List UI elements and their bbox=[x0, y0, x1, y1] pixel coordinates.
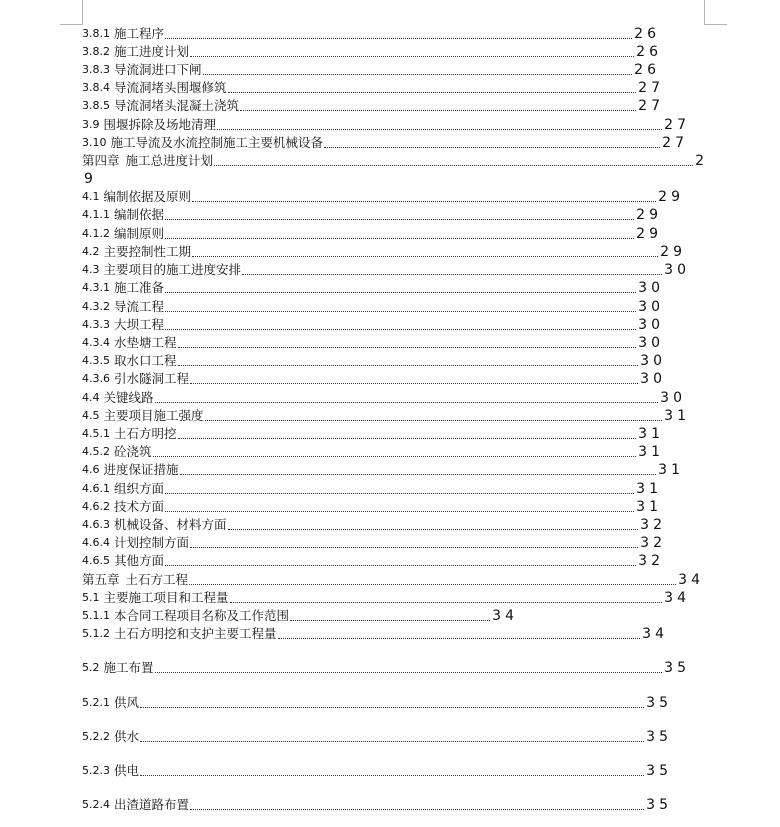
toc-dot-leader bbox=[203, 74, 633, 75]
toc-entry-title: 导流工程 bbox=[114, 299, 165, 314]
toc-entry-number: 4.3.2 bbox=[82, 300, 110, 313]
toc-entry[interactable] bbox=[82, 390, 686, 406]
toc-entry-page-number: 30 bbox=[640, 353, 666, 369]
toc-entry-number: 4.1.2 bbox=[82, 227, 110, 240]
toc-entry[interactable] bbox=[82, 262, 690, 278]
toc-entry-number: 4.6 bbox=[82, 463, 100, 476]
toc-entry-number: 第四章 bbox=[82, 153, 120, 168]
toc-dot-leader bbox=[242, 274, 662, 275]
toc-entry[interactable] bbox=[82, 729, 672, 745]
toc-entry-page-number: 29 bbox=[660, 244, 686, 260]
toc-entry[interactable] bbox=[82, 62, 660, 78]
toc-entry[interactable] bbox=[82, 660, 690, 676]
toc-entry-title: 出渣道路布置 bbox=[114, 797, 190, 812]
toc-entry-page-number: 2 bbox=[695, 153, 708, 169]
toc-dot-leader bbox=[165, 565, 636, 566]
toc-entry[interactable] bbox=[82, 553, 664, 569]
toc-entry-number: 4.6.4 bbox=[82, 536, 110, 549]
toc-entry-number: 4.3.6 bbox=[82, 372, 110, 385]
toc-entry-page-number: 26 bbox=[634, 62, 660, 78]
toc-dot-leader bbox=[165, 311, 636, 312]
toc-entry-number: 4.3.1 bbox=[82, 281, 110, 294]
toc-dot-leader bbox=[165, 238, 634, 239]
toc-entry-page-number: 30 bbox=[664, 262, 690, 278]
toc-entry-page-number: 34 bbox=[678, 572, 704, 588]
toc-entry-title: 土石方明挖 bbox=[114, 426, 177, 441]
toc-entry-number: 4.6.5 bbox=[82, 554, 110, 567]
toc-entry-page-number: 31 bbox=[664, 408, 690, 424]
toc-entry-page-number: 30 bbox=[640, 371, 666, 387]
toc-entry-page-number: 35 bbox=[646, 695, 672, 711]
toc-dot-leader bbox=[228, 92, 637, 93]
toc-entry-page-number: 29 bbox=[658, 189, 684, 205]
toc-dot-leader bbox=[155, 672, 663, 673]
toc-entry-title: 组织方面 bbox=[114, 481, 165, 496]
toc-dot-leader bbox=[140, 741, 644, 742]
toc-entry-page-number: 27 bbox=[638, 98, 664, 114]
toc-entry-title: 本合同工程项目名称及工作范围 bbox=[114, 608, 290, 623]
toc-entry-number: 4.3.5 bbox=[82, 354, 110, 367]
toc-entry[interactable] bbox=[82, 517, 666, 533]
toc-entry-number: 4.6.1 bbox=[82, 482, 110, 495]
toc-dot-leader bbox=[214, 165, 693, 166]
toc-entry[interactable] bbox=[82, 280, 664, 296]
toc-dot-leader bbox=[205, 420, 663, 421]
toc-entry-page-number: 31 bbox=[638, 444, 664, 460]
toc-entry[interactable] bbox=[82, 797, 672, 813]
toc-entry[interactable] bbox=[82, 80, 664, 96]
toc-entry-page-number-wrapped: 9 bbox=[84, 171, 93, 187]
toc-entry-number: 5.1.2 bbox=[82, 627, 110, 640]
toc-entry-number: 4.5.1 bbox=[82, 427, 110, 440]
toc-entry-page-number: 27 bbox=[638, 80, 664, 96]
toc-entry-page-number: 29 bbox=[636, 226, 662, 242]
toc-entry-number: 3.9 bbox=[82, 118, 100, 131]
toc-entry-title: 计划控制方面 bbox=[114, 535, 190, 550]
toc-entry-page-number: 30 bbox=[660, 390, 686, 406]
toc-entry-title: 主要施工项目和工程量 bbox=[103, 590, 229, 605]
toc-entry-page-number: 32 bbox=[640, 535, 666, 551]
toc-entry-number: 3.8.4 bbox=[82, 81, 110, 94]
toc-entry[interactable] bbox=[82, 499, 662, 515]
toc-entry-page-number: 35 bbox=[646, 763, 672, 779]
toc-entry[interactable] bbox=[82, 207, 662, 223]
toc-entry-number: 4.3 bbox=[82, 263, 100, 276]
toc-entry-page-number: 35 bbox=[646, 729, 672, 745]
toc-entry-page-number: 32 bbox=[640, 517, 666, 533]
toc-entry-title: 施工总进度计划 bbox=[125, 153, 214, 168]
toc-entry-title: 施工准备 bbox=[114, 280, 165, 295]
toc-entry-title: 供风 bbox=[114, 695, 140, 710]
toc-dot-leader bbox=[140, 775, 644, 776]
toc-entry-number: 4.4 bbox=[82, 391, 100, 404]
toc-entry-number: 5.1 bbox=[82, 591, 100, 604]
toc-entry-title: 施工程序 bbox=[114, 26, 165, 41]
toc-entry[interactable] bbox=[82, 763, 672, 779]
toc-entry-title: 施工导流及水流控制施工主要机械设备 bbox=[110, 135, 324, 150]
toc-dot-leader bbox=[140, 707, 644, 708]
toc-entry[interactable] bbox=[82, 317, 664, 333]
toc-entry-page-number: 27 bbox=[662, 135, 688, 151]
toc-entry-title: 机械设备、材料方面 bbox=[114, 517, 227, 532]
toc-dot-leader bbox=[190, 547, 638, 548]
toc-entry[interactable] bbox=[82, 695, 672, 711]
toc-entry-title: 供水 bbox=[114, 729, 140, 744]
toc-entry-title: 编制依据及原则 bbox=[103, 189, 192, 204]
toc-entry-number: 4.6.3 bbox=[82, 518, 110, 531]
toc-entry[interactable] bbox=[82, 481, 662, 497]
toc-entry-page-number: 31 bbox=[658, 462, 684, 478]
toc-dot-leader bbox=[153, 456, 637, 457]
toc-entry-number: 4.2 bbox=[82, 245, 100, 258]
toc-entry-page-number: 31 bbox=[638, 426, 664, 442]
toc-dot-leader bbox=[178, 365, 639, 366]
toc-dot-leader bbox=[190, 383, 638, 384]
toc-entry-page-number: 30 bbox=[638, 317, 664, 333]
toc-entry[interactable] bbox=[82, 244, 686, 260]
toc-entry-title: 其他方面 bbox=[114, 553, 165, 568]
toc-entry[interactable] bbox=[82, 608, 518, 624]
toc-entry-title: 大坝工程 bbox=[114, 317, 165, 332]
toc-entry[interactable] bbox=[82, 626, 668, 642]
toc-entry-title: 进度保证措施 bbox=[103, 462, 179, 477]
toc-dot-leader bbox=[192, 201, 656, 202]
toc-entry[interactable] bbox=[82, 189, 684, 205]
toc-dot-leader bbox=[178, 347, 637, 348]
toc-entry-title: 水垫塘工程 bbox=[114, 335, 177, 350]
toc-entry[interactable] bbox=[82, 444, 664, 460]
toc-dot-leader bbox=[165, 329, 636, 330]
toc-entry-page-number: 26 bbox=[634, 26, 660, 42]
toc-entry-title: 施工进度计划 bbox=[114, 44, 190, 59]
toc-entry-page-number: 31 bbox=[636, 499, 662, 515]
toc-entry-title: 施工布置 bbox=[103, 660, 154, 675]
toc-entry-page-number: 34 bbox=[664, 590, 690, 606]
toc-entry[interactable] bbox=[82, 299, 664, 315]
toc-entry[interactable] bbox=[82, 535, 666, 551]
toc-entry-title: 主要项目的施工进度安排 bbox=[103, 262, 242, 277]
toc-entry-page-number: 27 bbox=[664, 117, 690, 133]
toc-dot-leader bbox=[165, 493, 634, 494]
toc-entry[interactable] bbox=[82, 153, 708, 169]
toc-entry-page-number: 34 bbox=[492, 608, 518, 624]
toc-entry-title: 取水口工程 bbox=[114, 353, 177, 368]
toc-entry-number: 3.8.1 bbox=[82, 27, 110, 40]
toc-entry-number: 5.2.2 bbox=[82, 730, 110, 743]
toc-entry-number: 5.2.3 bbox=[82, 764, 110, 777]
toc-entry-number: 5.2 bbox=[82, 661, 100, 674]
toc-entry[interactable] bbox=[82, 335, 664, 351]
toc-entry[interactable] bbox=[82, 590, 690, 606]
toc-dot-leader bbox=[230, 602, 663, 603]
toc-entry-title: 砼浇筑 bbox=[114, 444, 152, 459]
toc-entry-page-number: 32 bbox=[638, 553, 664, 569]
toc-entry-title: 主要控制性工期 bbox=[103, 244, 192, 259]
toc-dot-leader bbox=[190, 809, 644, 810]
toc-entry[interactable] bbox=[82, 408, 690, 424]
toc-entry-number: 4.5.2 bbox=[82, 445, 110, 458]
page-corner-mark-left bbox=[60, 0, 83, 25]
toc-dot-leader bbox=[278, 638, 641, 639]
toc-entry-number: 3.8.5 bbox=[82, 99, 110, 112]
toc-entry-page-number: 29 bbox=[636, 207, 662, 223]
toc-dot-leader bbox=[165, 38, 632, 39]
toc-entry-page-number: 30 bbox=[638, 280, 664, 296]
toc-dot-leader bbox=[189, 584, 676, 585]
toc-dot-leader bbox=[155, 402, 659, 403]
toc-entry-number: 第五章 bbox=[82, 572, 120, 587]
toc-entry-page-number: 34 bbox=[642, 626, 668, 642]
toc-entry-number: 4.1 bbox=[82, 190, 100, 203]
toc-entry-number: 4.3.3 bbox=[82, 318, 110, 331]
toc-entry[interactable] bbox=[82, 117, 690, 133]
toc-entry-title: 技术方面 bbox=[114, 499, 165, 514]
toc-entry[interactable] bbox=[82, 98, 664, 114]
page-corner-mark-right bbox=[704, 0, 727, 25]
toc-entry-title: 导流洞堵头混凝土浇筑 bbox=[114, 98, 240, 113]
toc-entry-number: 3.8.2 bbox=[82, 45, 110, 58]
toc-dot-leader bbox=[192, 256, 658, 257]
toc-entry-page-number: 26 bbox=[636, 44, 662, 60]
toc-entry-number: 4.6.2 bbox=[82, 500, 110, 513]
toc-entry[interactable] bbox=[82, 226, 662, 242]
toc-dot-leader bbox=[290, 620, 490, 621]
toc-dot-leader bbox=[217, 129, 662, 130]
toc-entry-title: 土石方明挖和支护主要工程量 bbox=[114, 626, 277, 641]
toc-entry-title: 导流洞堵头围堰修筑 bbox=[114, 80, 227, 95]
toc-dot-leader bbox=[180, 474, 657, 475]
toc-entry-title: 关键线路 bbox=[103, 390, 154, 405]
toc-dot-leader bbox=[190, 56, 634, 57]
toc-entry[interactable] bbox=[82, 462, 684, 478]
toc-dot-leader bbox=[165, 219, 634, 220]
toc-entry[interactable] bbox=[82, 572, 704, 588]
toc-entry-page-number: 30 bbox=[638, 299, 664, 315]
toc-entry-page-number: 35 bbox=[664, 660, 690, 676]
toc-entry-number: 5.1.1 bbox=[82, 609, 110, 622]
toc-entry-page-number: 30 bbox=[638, 335, 664, 351]
toc-entry-title: 主要项目施工强度 bbox=[103, 408, 204, 423]
toc-entry-number: 5.2.4 bbox=[82, 798, 110, 811]
toc-dot-leader bbox=[240, 110, 636, 111]
toc-dot-leader bbox=[324, 147, 660, 148]
toc-entry[interactable] bbox=[82, 426, 664, 442]
toc-entry-number: 4.3.4 bbox=[82, 336, 110, 349]
toc-dot-leader bbox=[165, 511, 634, 512]
toc-entry-number: 3.10 bbox=[82, 136, 107, 149]
toc-entry-title: 编制原则 bbox=[114, 226, 165, 241]
toc-entry[interactable] bbox=[82, 135, 688, 151]
toc-entry-title: 供电 bbox=[114, 763, 140, 778]
toc-entry-title: 编制依据 bbox=[114, 207, 165, 222]
toc-entry-number: 4.1.1 bbox=[82, 208, 110, 221]
toc-entry-number: 3.8.3 bbox=[82, 63, 110, 76]
toc-entry-page-number: 31 bbox=[636, 481, 662, 497]
toc-dot-leader bbox=[165, 292, 636, 293]
toc-dot-leader bbox=[228, 529, 639, 530]
toc-entry-title: 土石方工程 bbox=[125, 572, 189, 587]
toc-entry[interactable] bbox=[82, 26, 660, 42]
toc-entry[interactable] bbox=[82, 353, 666, 369]
toc-entry-number: 5.2.1 bbox=[82, 696, 110, 709]
toc-dot-leader bbox=[178, 438, 637, 439]
toc-entry[interactable] bbox=[82, 371, 666, 387]
toc-entry-title: 引水隧洞工程 bbox=[114, 371, 190, 386]
toc-entry-title: 导流洞进口下闸 bbox=[114, 62, 202, 77]
toc-entry-number: 4.5 bbox=[82, 409, 100, 422]
toc-entry[interactable] bbox=[82, 44, 662, 60]
toc-entry-page-number: 35 bbox=[646, 797, 672, 813]
toc-entry-title: 围堰拆除及场地清理 bbox=[103, 117, 217, 132]
